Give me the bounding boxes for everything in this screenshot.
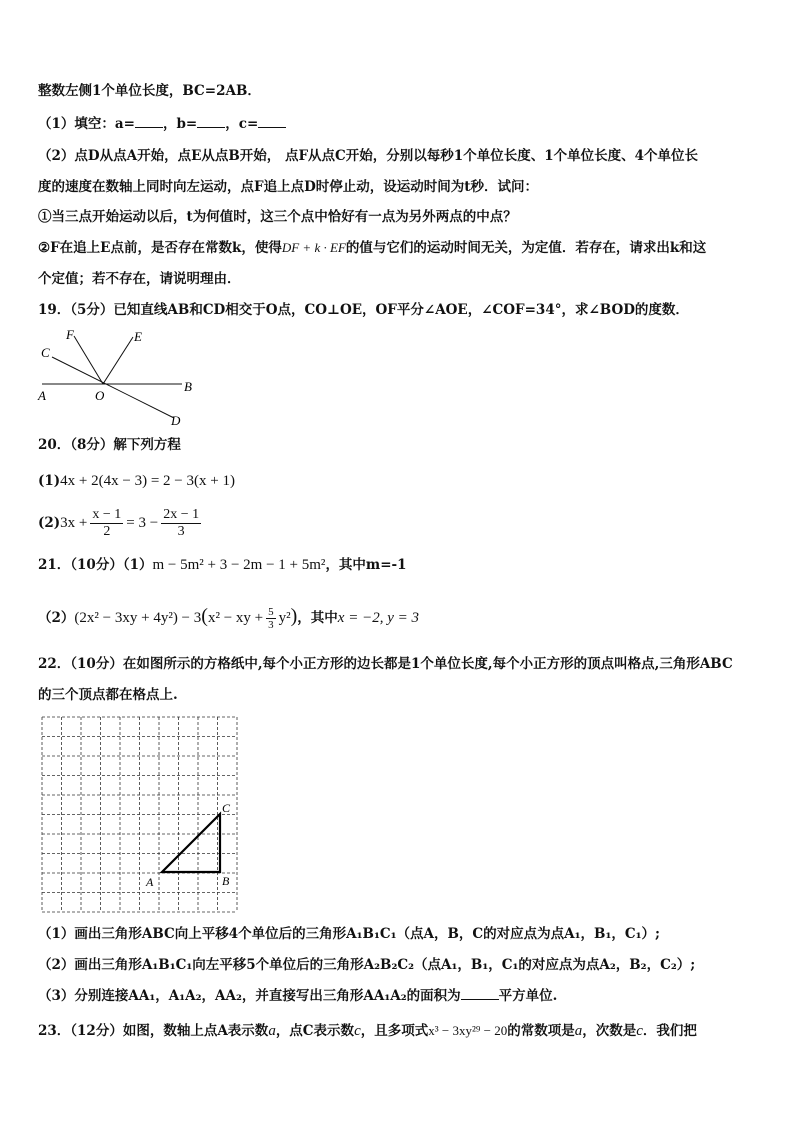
fill-b-label: ，b= xyxy=(162,116,198,132)
frac2-denominator: 3 xyxy=(177,524,185,539)
q22-p3 xyxy=(38,986,557,1006)
q18-fill-in xyxy=(38,114,286,134)
label-b: B xyxy=(222,874,230,888)
q22-p2: （2）画出三角形A₁B₁C₁向左平移5个单位后的三角形A₂B₂C₂（点A₁，B₁，C₁的对应点为点A₂，B₂，C₂）; xyxy=(38,957,696,973)
q23-var-a-2: a xyxy=(574,1023,583,1039)
eq1-expression: 4x + 2(4x − 3) = 2 − 3(x + 1) xyxy=(60,473,235,489)
frac1-denominator: 2 xyxy=(103,524,111,539)
q21-expression2-b: x² − xy + xyxy=(207,610,264,626)
dashed-grid xyxy=(42,717,237,912)
label-c: C xyxy=(41,345,50,360)
q21-part1 xyxy=(38,555,407,575)
q18-line1: 整数左侧1个单位长度，BC=2AB． xyxy=(38,83,261,99)
q21-condition1: ，其中m=-1 xyxy=(325,557,407,573)
q23-part-d: 的常数项是 xyxy=(507,1023,575,1039)
q18-sub2-line2: 个定值；若不存在，请说明理由． xyxy=(38,271,241,287)
frac1-numerator: x − 1 xyxy=(92,507,122,522)
label-a: A xyxy=(38,388,46,403)
line-cd xyxy=(52,357,174,418)
q23-line1 xyxy=(38,1021,697,1041)
q21-fraction xyxy=(266,606,276,631)
q20-eq2 xyxy=(38,503,204,543)
q23-var-a: a xyxy=(268,1023,276,1039)
q21-frac-numerator: 5 xyxy=(268,606,274,618)
q21-condition2: x = −2, y = 3 xyxy=(337,610,419,626)
q22-p3-suffix: 平方单位. xyxy=(498,988,558,1004)
label-o: O xyxy=(95,388,105,403)
q21-part2: （2）(2x² − 3xy + 4y²) − 3(x² − xy + $\frac{5}{3}$ y²)，其中x = −2, y = 3 xyxy=(38,605,419,631)
q22-grid-figure xyxy=(38,713,244,915)
q21-expression2-a: (2x² − 3xy + 4y²) − 3 xyxy=(74,610,202,626)
eq2-part-a: 3x + xyxy=(60,515,88,531)
q22-line1: 22．（10分）在如图所示的方格纸中,每个小正方形的边长都是1个单位长度,每个小正方形的顶点叫格点,三角形ABC xyxy=(38,656,733,672)
q21-expression1: m − 5m² + 3 − 2m − 1 + 5m² xyxy=(152,557,326,573)
fill-a-label: （1）填空：a= xyxy=(38,116,135,132)
q18-part2-line1: （2）点D从点A开始，点E从点B开始， 点F从点C开始，分别以每秒1个单位长度、1个单位长度、4个单位长 xyxy=(38,148,698,164)
q23-var-c-2: c xyxy=(636,1023,643,1039)
label-f: F xyxy=(66,327,74,342)
q23-part-c: ，且多项式 xyxy=(360,1023,429,1039)
q18-sub1: ①当三点开始运动以后，t为何值时，这三个点中恰好有一点为另外两点的中点？ xyxy=(38,209,517,225)
q19-text: 19．（5分）已知直线AB和CD相交于O点，CO⊥OE，OF平分∠AOE，∠COF=34°，求∠BOD的度数． xyxy=(38,302,689,318)
q23-polynomial: x³ − 3xy²⁹ − 20 xyxy=(428,1023,508,1038)
blank-b[interactable] xyxy=(197,115,225,128)
label-a: A xyxy=(146,875,154,889)
q22-line2: 的三个顶点都在格点上. xyxy=(38,687,178,703)
q22-p1: （1）画出三角形ABC向上平移4个单位后的三角形A₁B₁C₁（点A，B，C的对应点为点A₁，B₁，C₁）; xyxy=(38,926,661,942)
sub2-expression: DF + k · EF xyxy=(281,240,346,255)
q22-area-blank[interactable] xyxy=(461,987,499,1000)
eq1-label: (1) xyxy=(38,473,61,489)
q21-p2-label: （2） xyxy=(38,610,75,626)
q20-eq1 xyxy=(38,471,235,491)
blank-c[interactable] xyxy=(258,115,286,128)
q21-expression2-c: y² xyxy=(278,610,291,626)
q21-frac-denominator: 3 xyxy=(268,619,274,631)
q23-var-c: c xyxy=(354,1023,361,1039)
label-d: D xyxy=(171,413,181,428)
fill-c-label: ，c= xyxy=(225,116,259,132)
sub2-suffix: 的值与它们的运动时间无关，为定值．若存在，请求出k和这 xyxy=(345,240,707,256)
triangle-abc xyxy=(162,814,220,872)
label-e: E xyxy=(134,329,142,344)
label-b: B xyxy=(184,379,192,394)
q23-part-e: ，次数是 xyxy=(582,1023,637,1039)
label-c: C xyxy=(222,801,231,815)
eq2-fraction-2 xyxy=(161,507,201,540)
frac2-numerator: 2x − 1 xyxy=(163,507,200,522)
eq2-part-b: = 3 − xyxy=(126,515,159,531)
eq2-label: (2) xyxy=(38,515,61,531)
q23-part-f: ．我们把 xyxy=(642,1023,697,1039)
q21-cond2-prefix: ，其中 xyxy=(297,610,338,626)
q20-title: 20．（8分）解下列方程 xyxy=(38,437,181,453)
sub2-prefix: ②F在追上E点前，是否存在常数k，使得 xyxy=(38,240,282,256)
q18-part2-line2: 度的速度在数轴上同时向左运动，点F追上点D时停止动，设运动时间为t秒．试问： xyxy=(38,179,539,195)
q19-figure xyxy=(34,325,204,430)
q23-part-b: ，点C表示数 xyxy=(275,1023,355,1039)
q23-part-a: 23．（12分）如图，数轴上点A表示数 xyxy=(38,1023,269,1039)
q22-p3-prefix: （3）分别连接AA₁，A₁A₂，AA₂，并直接写出三角形AA₁A₂的面积为 xyxy=(38,988,461,1004)
blank-a[interactable] xyxy=(135,115,163,128)
q21-title: 21．（10分）（1） xyxy=(38,557,153,573)
eq2-fraction-1 xyxy=(90,507,123,540)
ray-oe xyxy=(103,337,133,384)
ray-of xyxy=(74,336,103,384)
q18-sub2 xyxy=(38,238,706,258)
